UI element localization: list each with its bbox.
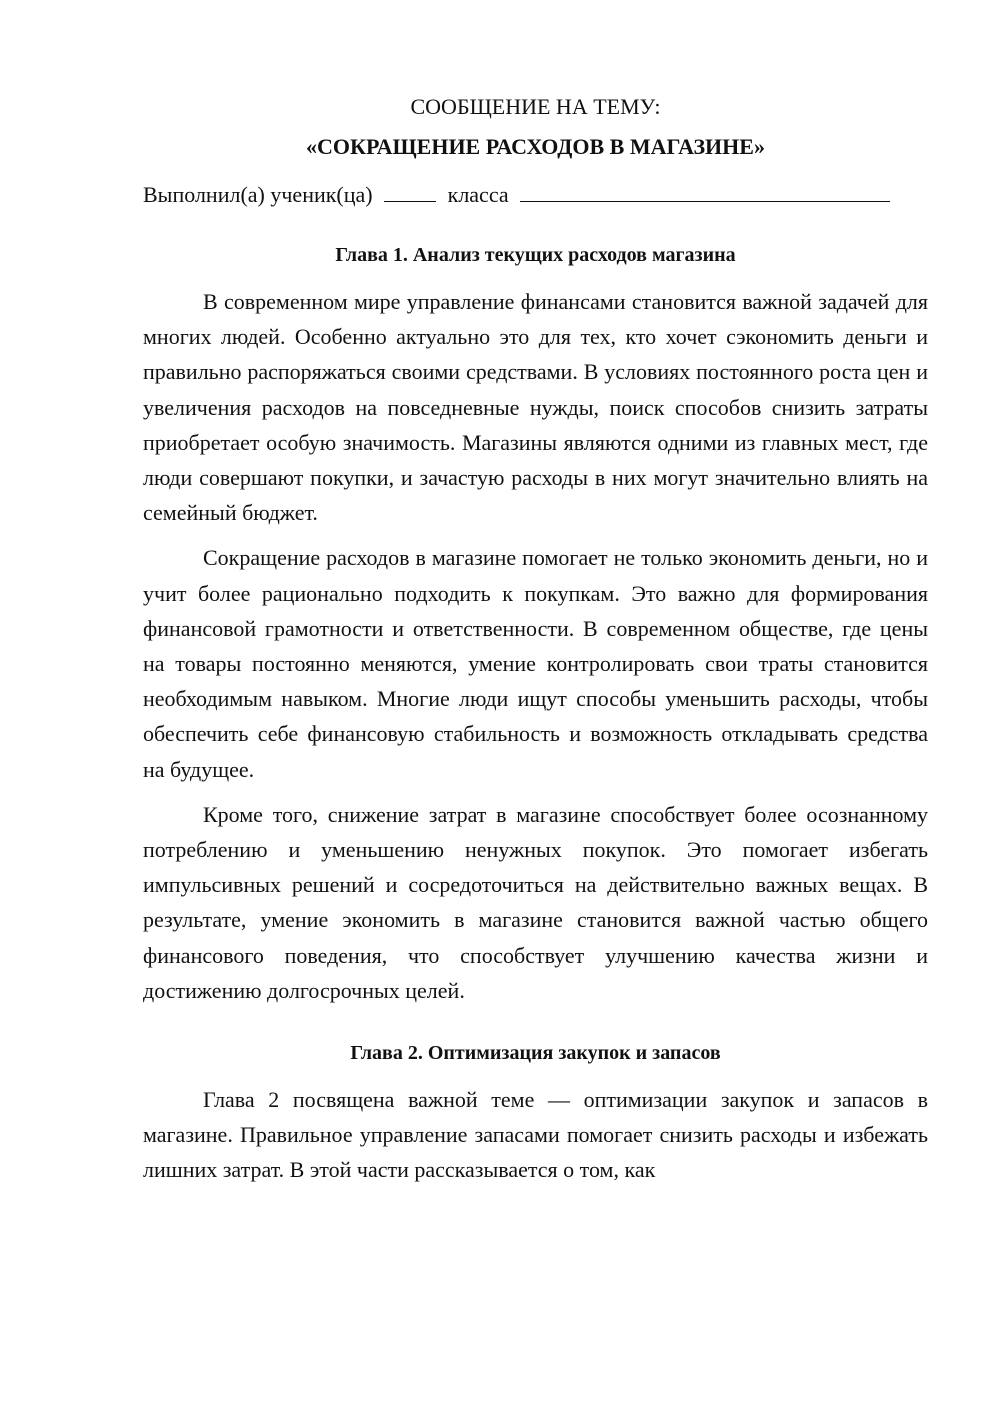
author-line xyxy=(143,180,928,210)
author-name-blank xyxy=(520,181,890,202)
author-prefix: Выполнил(а) ученик(ца) xyxy=(143,182,373,207)
chapter-1-paragraph-2: Сокращение расходов в магазине помогает не только экономить деньги, но и учит более рационально подходить к покупкам. Это важно для формирования финансовой грамотности и ответственности. В современном обществе, где цены на товары постоянно меняются, умение контролировать свои траты становится необходимым навыком. Многие люди ищут способы уменьшить расходы, чтобы обеспечить себе финансовую стабильность и возможность откладывать средства на будущее. xyxy=(143,545,928,782)
chapter-1-paragraph-1: В современном мире управление финансами становится важной задачей для многих людей. Особенно актуально это для тех, кто хочет сэкономить деньги и правильно распоряжаться своими средствами. В условиях постоянного роста цен и увеличения расходов на повседневные нужды, поиск способов снизить затраты приобретает особую значимость. Магазины являются одними из главных мест, где люди совершают покупки, и зачастую расходы в них могут значительно влиять на семейный бюджет. xyxy=(143,289,928,526)
chapter-1-paragraph-3: Кроме того, снижение затрат в магазине способствует более осознанному потреблению и уменьшению ненужных покупок. Это помогает избегать импульсивных решений и сосредоточиться на действительно важных вещах. В результате, умение экономить в магазине становится важной частью общего финансового поведения, что способствует улучшению качества жизни и достижению долгосрочных целей. xyxy=(143,801,928,1003)
class-number-blank xyxy=(384,181,436,202)
chapter-2-heading: Глава 2. Оптимизация закупок и запасов xyxy=(350,1042,721,1065)
document-title: «СОКРАЩЕНИЕ РАСХОДОВ В МАГАЗИНЕ» xyxy=(306,134,765,159)
chapter-1-heading: Глава 1. Анализ текущих расходов магазина xyxy=(335,244,736,266)
chapter-2-paragraph-1: Глава 2 посвящена важной теме — оптимизации закупок и запасов в магазине. Правильное управление запасами помогает снизить расходы и избежать лишних затрат. В этой части рассказывается о том, как xyxy=(143,1087,928,1183)
author-class-word: класса xyxy=(447,182,509,207)
header-line: СООБЩЕНИЕ НА ТЕМУ: xyxy=(410,94,661,119)
